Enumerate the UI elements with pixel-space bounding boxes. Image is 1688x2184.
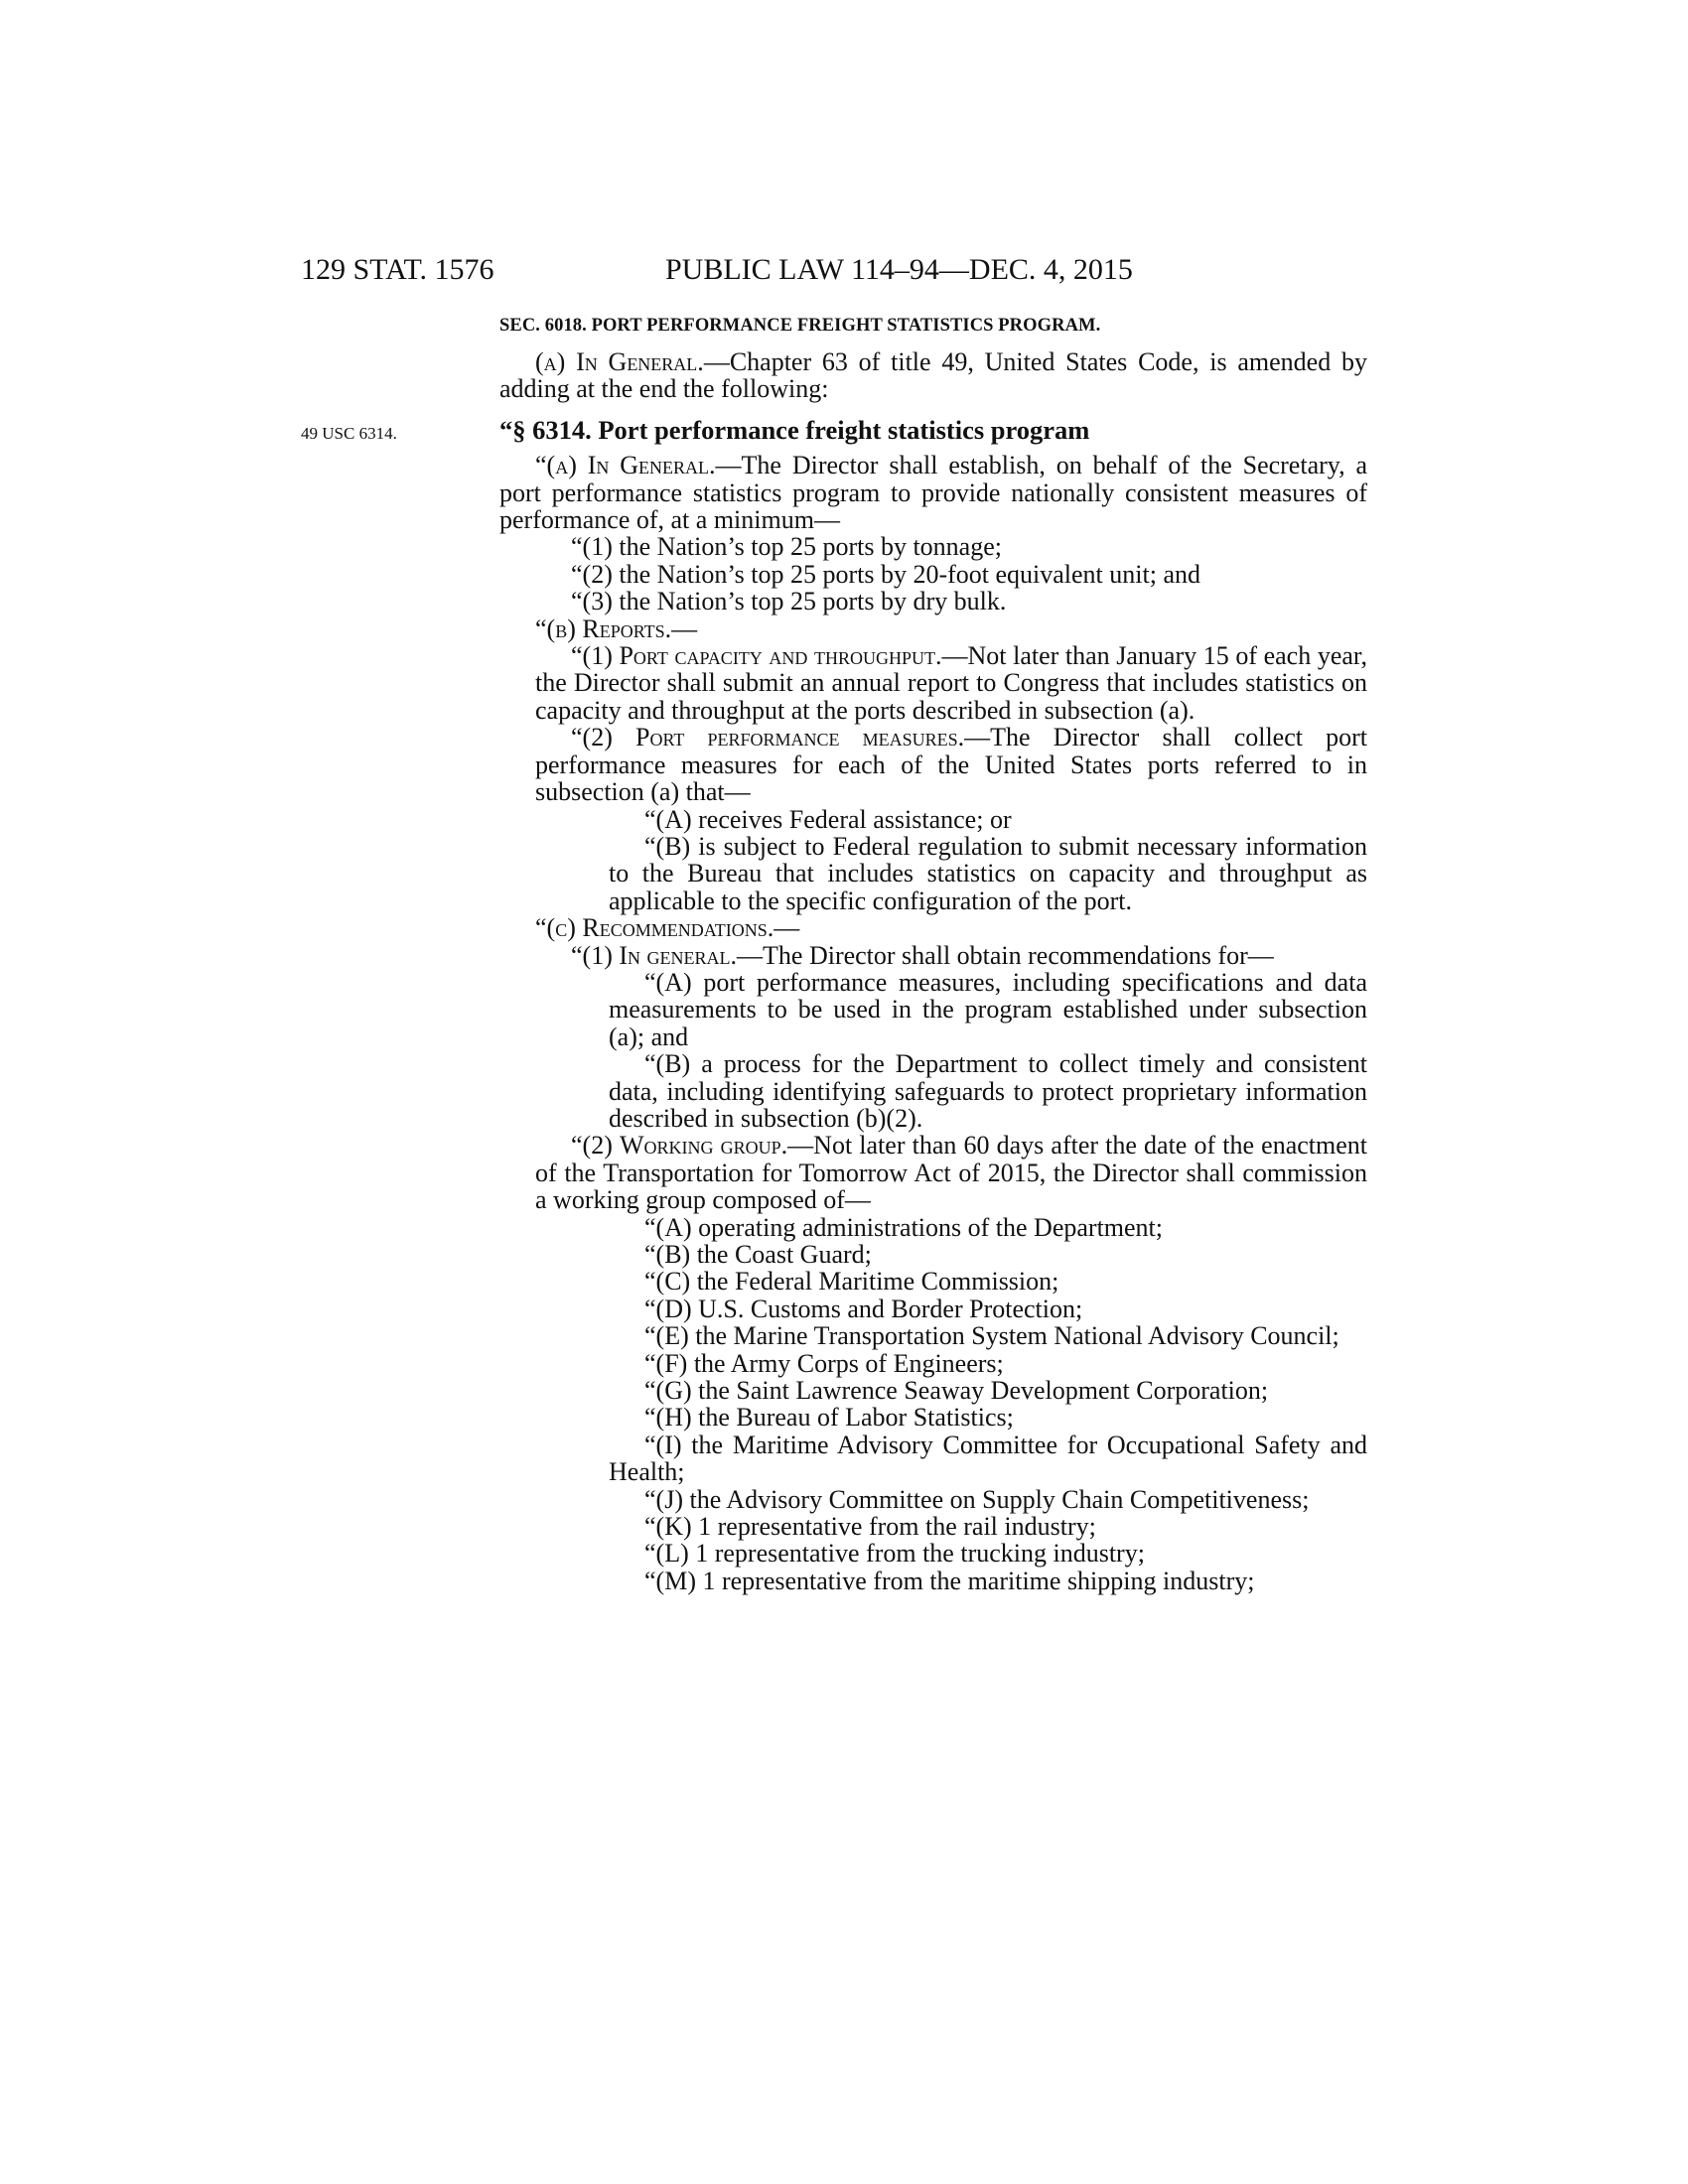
public-law-reference: PUBLIC LAW 114–94—DEC. 4, 2015 [665, 253, 1133, 286]
paragraph-c2L: “(L) 1 representative from the trucking industry; [644, 1539, 1145, 1569]
paragraph-c2E: “(E) the Marine Transportation System National Advisory Council; [644, 1321, 1339, 1351]
paragraph-number: “(2) [571, 723, 635, 752]
paragraph-text: —The Director shall obtain recommendations for— [737, 940, 1274, 970]
paragraph-c2B: “(B) the Coast Guard; [644, 1240, 872, 1269]
paragraph-c2D: “(D) U.S. Customs and Border Protection; [644, 1294, 1083, 1323]
paragraph-text: —Not later than 60 days after the date of the enactment of the Transportation for Tomorrow Act of 2015, the Director shall commission a working group composed of— [535, 1131, 1367, 1215]
paragraph-c2F: “(F) the Army Corps of Engineers; [644, 1348, 1004, 1378]
paragraph-text: —The Director shall collect port performance measures for each of the United States ports referred to in subsection (a) that— [535, 723, 1367, 807]
paragraph-b2A: “(A) receives Federal assistance; or [644, 804, 1012, 834]
paragraph-label: Working group. [619, 1131, 788, 1160]
document-body [499, 348, 1367, 1594]
margin-note: 49 USC 6314. [301, 424, 397, 443]
paragraph-intro-a [499, 348, 1367, 403]
paragraph-c2G: “(G) the Saint Lawrence Seaway Development Corporation; [644, 1376, 1269, 1406]
paragraph-a3: “(3) the Nation’s top 25 ports by dry bulk. [571, 587, 1007, 616]
paragraph-b2B: “(B) is subject to Federal regulation to submit necessary information to the Bureau that includes statistics on capacity and throughput as applicable to the specific configuration of the port. [609, 831, 1367, 915]
section-heading: SEC. 6018. PORT PERFORMANCE FREIGHT STATISTICS PROGRAM. [499, 316, 1101, 336]
paragraph-c1 [499, 942, 1367, 969]
paragraph-text: —The Director shall establish, on behalf of the Secretary, a port performance statistics program to provide nationally consistent measures of performance of, at a minimum— [499, 451, 1368, 535]
paragraph-a2: “(2) the Nation’s top 25 ports by 20-foot equivalent unit; and [571, 559, 1200, 589]
paragraph-number: “(2) [571, 1131, 620, 1160]
paragraph-number: “(1) [571, 940, 620, 970]
paragraph-c2 [499, 1132, 1367, 1213]
paragraph-c2C: “(C) the Federal Maritime Commission; [644, 1267, 1059, 1297]
paragraph-b1 [499, 642, 1367, 724]
paragraph-c [499, 914, 1367, 941]
paragraph-label: “(c) Recommendations. [535, 913, 774, 943]
paragraph-label: “(b) Reports. [535, 614, 672, 643]
paragraph-label: Port performance measures. [634, 723, 965, 752]
paragraph-text: —Not later than January 15 of each year, the Director shall submit an annual report to Congress that includes statistics on capacity and throughput at the ports described in subsection (a). [535, 641, 1368, 725]
paragraph-label: In general. [619, 940, 738, 970]
paragraph-b2 [499, 724, 1367, 805]
paragraph-dash: — [774, 913, 800, 943]
paragraph-a [499, 452, 1367, 533]
paragraph-a1: “(1) the Nation’s top 25 ports by tonnage; [571, 532, 1002, 562]
paragraph-label: Port capacity and throughput. [619, 641, 942, 671]
paragraph-text: —Chapter 63 of title 49, United States Code, is amended by adding at the end the following: [499, 347, 1367, 404]
paragraph-number: “(1) [571, 641, 620, 671]
paragraph-b [499, 615, 1367, 642]
paragraph-c1B: “(B) a process for the Department to collect timely and consistent data, including identifying safeguards to protect proprietary information described in subsection (b)(2). [609, 1049, 1367, 1133]
paragraph-c1A: “(A) port performance measures, including specifications and data measurements to be used in the program established under subsection (a); and [609, 967, 1367, 1051]
paragraph-c2K: “(K) 1 representative from the rail industry; [644, 1512, 1096, 1542]
paragraph-label: “(a) In General. [535, 451, 716, 480]
paragraph-c2M: “(M) 1 representative from the maritime shipping industry; [644, 1566, 1255, 1595]
paragraph-c2J: “(J) the Advisory Committee on Supply Chain Competitiveness; [644, 1484, 1310, 1514]
paragraph-c2H: “(H) the Bureau of Labor Statistics; [644, 1403, 1014, 1433]
paragraph-c2I: “(I) the Maritime Advisory Committee for Occupational Safety and Health; [609, 1430, 1367, 1487]
paragraph-c2A: “(A) operating administrations of the Department; [644, 1212, 1164, 1242]
paragraph-dash: — [671, 614, 698, 643]
codified-section-title: “§ 6314. Port performance freight statistics program [499, 414, 1090, 445]
paragraph-label: (a) In General. [535, 347, 704, 376]
statute-page-reference: 129 STAT. 1576 [301, 253, 494, 286]
page-header [301, 250, 1224, 290]
